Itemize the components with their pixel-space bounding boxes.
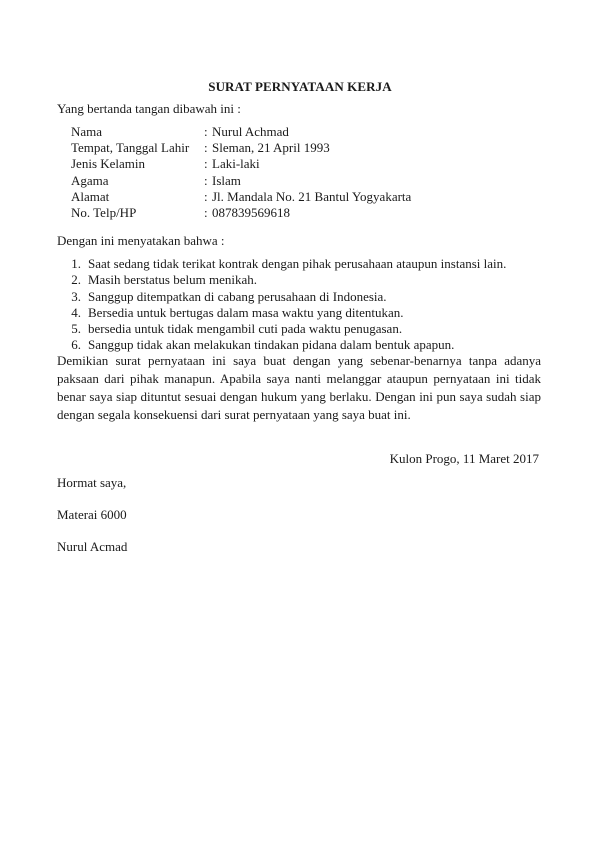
- place-date: Kulon Progo, 11 Maret 2017: [389, 451, 539, 466]
- identity-value: Islam: [212, 172, 241, 188]
- list-text: Sanggup ditempatkan di cabang perusahaan di Indonesia.: [88, 288, 387, 304]
- identity-label: No. Telp/HP: [71, 205, 137, 221]
- identity-row: [71, 189, 411, 205]
- identity-value: Laki-laki: [212, 156, 260, 172]
- list-item: [57, 321, 506, 337]
- identity-label: Jenis Kelamin: [71, 156, 146, 172]
- list-number: 6.: [71, 337, 81, 353]
- list-text: Saat sedang tidak terikat kontrak dengan pihak perusahaan ataupun instansi lain.: [88, 256, 507, 271]
- identity-value: 087839569618: [212, 205, 290, 221]
- identity-row: [71, 205, 411, 221]
- identity-separator: :: [204, 156, 208, 172]
- intro-text: Yang bertanda tangan dibawah ini :: [57, 101, 241, 116]
- list-number: 2.: [71, 272, 81, 288]
- list-item: [57, 305, 506, 321]
- document-title: SURAT PERNYATAAN KERJA: [208, 79, 392, 94]
- identity-separator: :: [204, 188, 208, 204]
- identity-separator: :: [204, 205, 208, 221]
- identity-table: [71, 124, 411, 221]
- identity-label: Alamat: [71, 188, 110, 204]
- identity-value: Jl. Mandala No. 21 Bantul Yogyakarta: [212, 188, 412, 204]
- declaration-intro: Dengan ini menyatakan bahwa :: [57, 233, 225, 248]
- identity-row: [71, 124, 411, 140]
- list-item: [57, 256, 506, 272]
- list-number: 3.: [71, 288, 81, 304]
- signer-name: Nurul Acmad: [57, 539, 128, 554]
- list-text: Sanggup tidak akan melakukan tindakan pidana dalam bentuk apapun.: [88, 337, 455, 353]
- identity-row: [71, 156, 411, 172]
- identity-separator: :: [204, 140, 208, 156]
- list-number: 5.: [71, 321, 81, 337]
- list-number: 1.: [71, 256, 81, 271]
- list-text: Masih berstatus belum menikah.: [88, 272, 257, 288]
- identity-row: [71, 140, 411, 156]
- identity-label: Tempat, Tanggal Lahir: [71, 140, 190, 156]
- identity-value: Sleman, 21 April 1993: [212, 140, 330, 156]
- stamp-duty-label: Materai 6000: [57, 507, 127, 522]
- identity-value: Nurul Achmad: [212, 124, 289, 139]
- identity-label: Agama: [71, 172, 109, 188]
- statement-list: [57, 256, 506, 354]
- list-number: 4.: [71, 304, 81, 320]
- list-text: bersedia untuk tidak mengambil cuti pada waktu penugasan.: [88, 321, 403, 337]
- identity-row: [71, 173, 411, 189]
- identity-separator: :: [204, 172, 208, 188]
- list-text: Bersedia untuk bertugas dalam masa waktu yang ditentukan.: [88, 304, 404, 320]
- list-item: [57, 289, 506, 305]
- closing-salutation: Hormat saya,: [57, 475, 127, 490]
- closing-paragraph: Demikian surat pernyataan ini saya buat dengan yang sebenar-benarnya tanpa adanya paksaan dari pihak manapun. Apabila saya nanti melanggar ataupun pernyataan ini tidak benar saya siap dituntut sesuai dengan hukum yang berlaku. Dengan ini pun saya sudah siap dengan segala konsekuensi dari surat pernyataan yang saya buat ini.: [57, 353, 541, 422]
- list-item: [57, 272, 506, 288]
- identity-separator: :: [204, 124, 208, 139]
- identity-label: Nama: [71, 124, 103, 139]
